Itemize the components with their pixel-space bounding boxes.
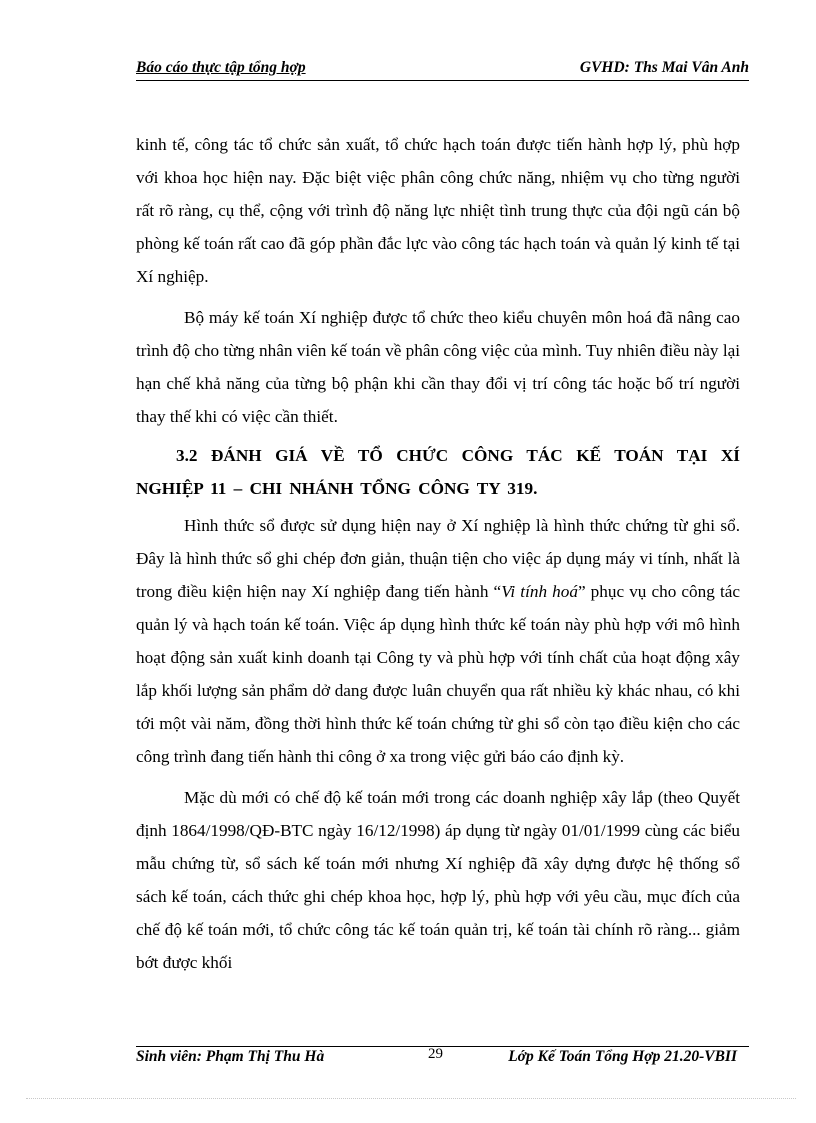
- paragraph-3: [136, 509, 740, 773]
- paragraph-2: Bộ máy kế toán Xí nghiệp được tổ chức theo kiểu chuyên môn hoá đã nâng cao trình độ cho từng nhân viên kế toán về phân công việc của mình. Tuy nhiên điều này lại hạn chế khả năng của từng bộ phận khi cần thay đổi vị trí công tác hoặc bố trí người thay thế khi có việc cần thiết.: [136, 308, 740, 426]
- document-body: [136, 128, 740, 979]
- paragraph-3-text-a: Hình thức sổ được sử dụng hiện nay ở Xí nghiệp là hình thức chứng từ ghi sổ. Đây là hình thức sổ ghi chép đơn giản, thuận tiện cho việc áp dụng máy vi tính, nhất là trong điều kiện hiện nay Xí nghiệp đang tiến hành “: [136, 516, 740, 601]
- footer-class: Lớp Kế Toán Tổng Hợp 21.20-VBII: [508, 1048, 737, 1065]
- paragraph-4: Mặc dù mới có chế độ kế toán mới trong các doanh nghiệp xây lắp (theo Quyết định 1864/1998/QĐ-BTC ngày 16/12/1998) áp dụng từ ngày 01/01/1999 cùng các biểu mẫu chứng từ, sổ sách kế toán mới nhưng Xí nghiệp đã xây dựng được hệ thống sổ sách kế toán, cách thức ghi chép khoa học, hợp lý, phù hợp với yêu cầu, mục đích của chế độ kế toán mới, tổ chức công tác kế toán quản trị, kế toán tài chính rõ ràng... giảm bớt được khối: [136, 788, 740, 972]
- header-supervisor: GVHD: Ths Mai Vân Anh: [579, 59, 749, 76]
- footer-student: Sinh viên: Phạm Thị Thu Hà: [136, 1048, 325, 1065]
- page-bottom-dotted-divider: [26, 1098, 796, 1099]
- page-footer: [136, 1048, 749, 1072]
- page-header: [136, 56, 749, 81]
- page-number: 29: [428, 1046, 443, 1062]
- header-report-title: Báo cáo thực tập tổng hợp: [136, 59, 306, 76]
- paragraph-3-italic: Vi tính hoá: [501, 582, 578, 601]
- paragraph-1: kinh tế, công tác tổ chức sản xuất, tổ chức hạch toán được tiến hành hợp lý, phù hợp với khoa học hiện nay. Đặc biệt việc phân công chức năng, nhiệm vụ cho từng người rất rõ ràng, cụ thể, cộng với trình độ năng lực nhiệt tình trung thực của đội ngũ cán bộ phòng kế toán rất cao đã góp phần đắc lực vào công tác hạch toán và quản lý kinh tế tại Xí nghiệp.: [136, 135, 740, 286]
- section-heading: 3.2 ĐÁNH GIÁ VỀ TỔ CHỨC CÔNG TÁC KẾ TOÁN TẠI XÍ NGHIỆP 11 – CHI NHÁNH TỔNG CÔNG TY 319.: [136, 446, 740, 498]
- paragraph-3-text-b: ” phục vụ cho công tác quản lý và hạch toán kế toán. Việc áp dụng hình thức kế toán này phù hợp với mô hình hoạt động sản xuất kinh doanh tại Công ty và phù hợp với tính chất của hoạt động xây lắp khối lượng sản phẩm dở dang được luân chuyển qua rất nhiều kỳ khác nhau, có khi tới một vài năm, đồng thời hình thức kế toán chứng từ ghi sổ còn tạo điều kiện cho các công trình đang tiến hành thi công ở xa trong việc gửi báo cáo định kỳ.: [136, 582, 740, 766]
